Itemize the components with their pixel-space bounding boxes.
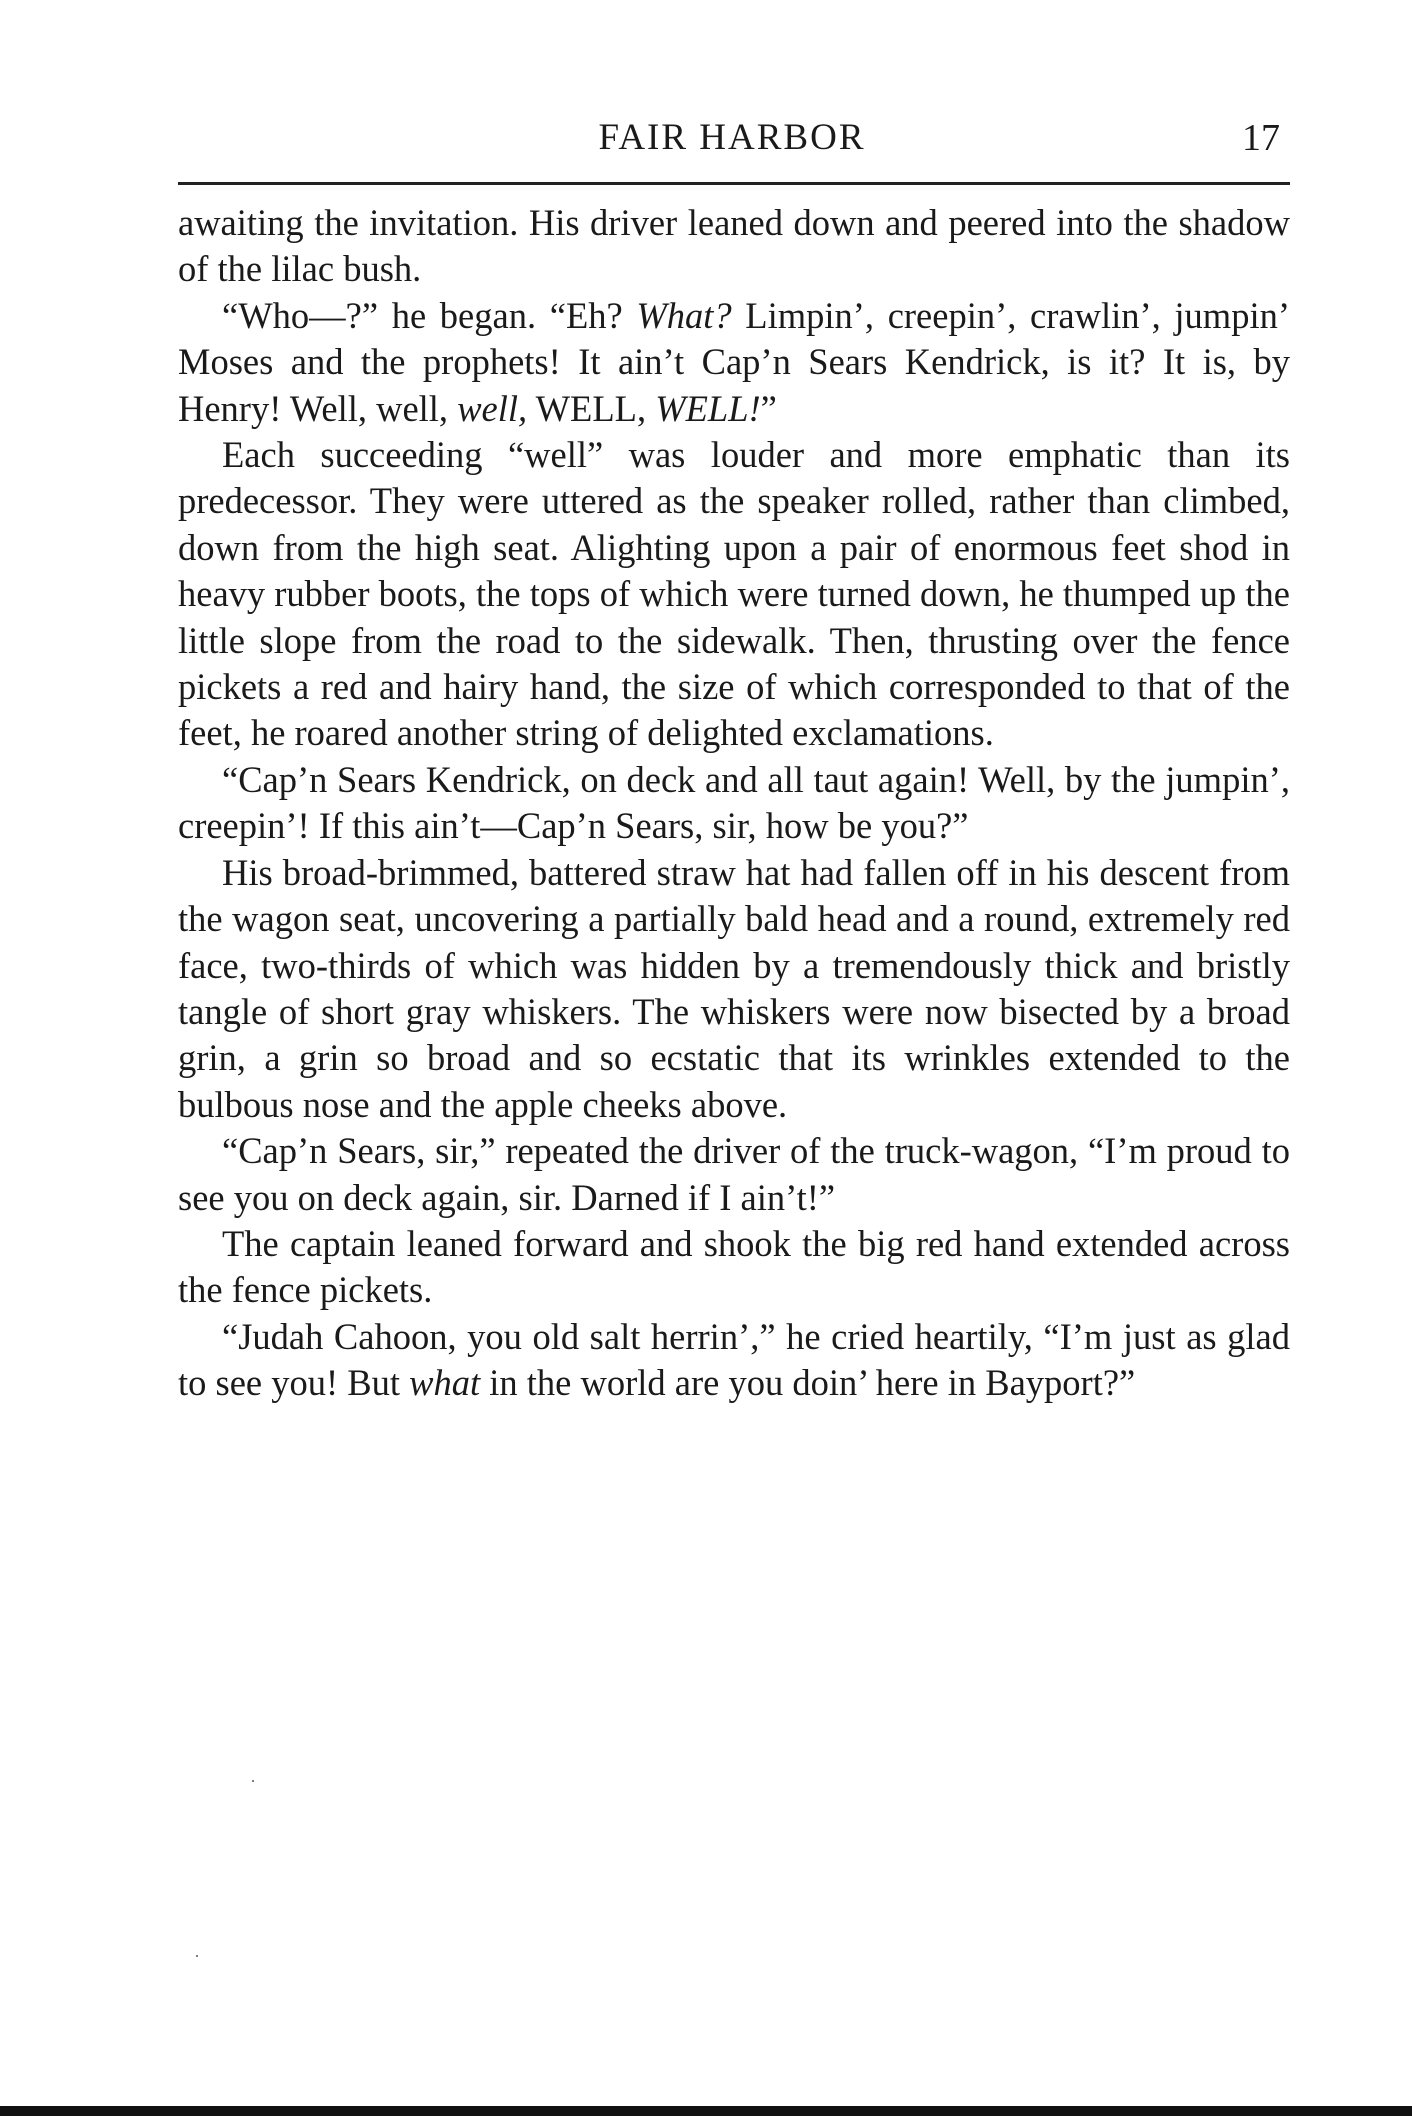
- text-run: His broad-brimmed, battered straw hat had fallen off in his descent from the wagon seat, uncovering a partially bald head and a round, extremely red face, two-thirds of which was hidden by a tremendously thick and bristly tangle of short gray whiskers. The whiskers were now bisected by a broad grin, a grin so broad and so ecstatic that its wrinkles extended to the bulbous nose and the apple cheeks above.: [178, 851, 1290, 1125]
- print-speck: [196, 1955, 198, 1957]
- paragraph: [178, 1128, 1290, 1221]
- text-run: Each succeeding “well” was louder and more emphatic than its predecessor. They were uttered as the speaker rolled, rather than climbed, down from the high seat. Alighting upon a pair of enormous feet shod in heavy rubber boots, the tops of which were turned down, he thumped up the little slope from the road to the sidewalk. Then, thrusting over the fence pickets a red and hairy hand, the size of which corresponded to that of the feet, he roared another string of delighted exclamations.: [178, 434, 1290, 754]
- paragraph: [178, 293, 1290, 432]
- italic-text: well,: [457, 387, 528, 429]
- text-run: “Who—?” he began. “Eh?: [222, 294, 637, 336]
- paragraph: [178, 1221, 1290, 1314]
- running-head: [178, 112, 1286, 176]
- italic-text: what: [409, 1362, 481, 1404]
- page-number: 17: [1242, 117, 1280, 159]
- text-run: awaiting the invitation. His driver leaned down and peered into the shadow of the lilac bush.: [178, 202, 1290, 290]
- scan-edge: [0, 2106, 1412, 2116]
- print-speck: [252, 1780, 254, 1782]
- text-run: ”: [760, 387, 777, 429]
- text-run: “Judah Cahoon, you old salt herrin’,” he cried heartily, “I’m just as glad to see you! But: [178, 1315, 1290, 1404]
- paragraph: [178, 432, 1290, 757]
- italic-text: What?: [636, 294, 732, 336]
- paragraph: [178, 200, 1290, 293]
- text-run: Limpin’, creepin’, crawlin’, jumpin’ Moses and the prophets! It ain’t Cap’n Sears Kendrick, is it? It is, by Henry! Well, well,: [178, 294, 1290, 429]
- running-title: FAIR HARBOR: [598, 117, 866, 158]
- body-text: [178, 200, 1290, 1407]
- text-run: in the world are you doin’ here in Bayport?”: [480, 1362, 1136, 1404]
- text-run: The captain leaned forward and shook the big red hand extended across the fence pickets.: [178, 1222, 1290, 1311]
- text-run: WELL,: [527, 387, 656, 429]
- header-rule: [178, 182, 1290, 185]
- text-run: “Cap’n Sears, sir,” repeated the driver of the truck-wagon, “I’m proud to see you on deck again, sir. Darned if I ain’t!”: [178, 1130, 1290, 1218]
- paragraph: [178, 1314, 1290, 1407]
- paragraph: [178, 757, 1290, 850]
- text-run: “Cap’n Sears Kendrick, on deck and all taut again! Well, by the jumpin’, creepin’! If this ain’t—Cap’n Sears, sir, how be you?”: [178, 758, 1290, 847]
- paragraph: [178, 850, 1290, 1128]
- italic-text: WELL!: [655, 387, 761, 429]
